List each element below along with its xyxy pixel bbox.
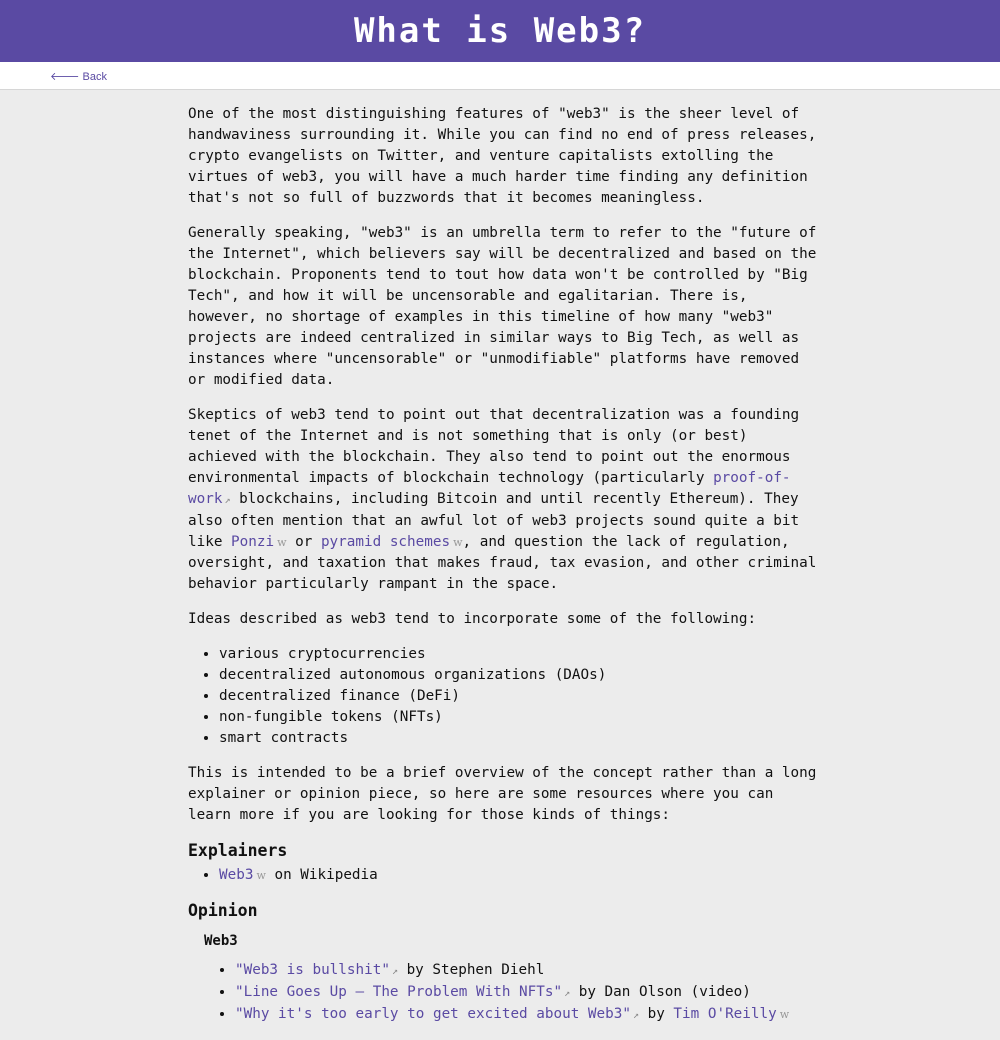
wikipedia-icon: w	[277, 536, 287, 549]
opinion-heading: Opinion	[188, 901, 258, 920]
list-item: • decentralized autonomous organizations (DAOs)	[219, 665, 818, 686]
tim-oreilly-link[interactable]: Tim O'Reilly	[673, 1006, 777, 1022]
text-segment: Skeptics of web3 tend to point out that decentralization was a founding tenet of the Internet and is not something that is only (or best) achieved with the blockchain. They also tend to point out the enormous environmental impacts of blockchain technology (particularly	[188, 407, 800, 486]
page-title: What is Web3?	[353, 11, 647, 51]
text-segment: by Dan Olson (video)	[570, 984, 751, 1000]
wikipedia-icon: w	[256, 869, 266, 882]
wikipedia-icon: w	[779, 1008, 790, 1021]
external-link-icon: ↗	[564, 988, 571, 999]
intro-paragraph-2: Generally speaking, "web3" is an umbrella term to refer to the "future of the Internet", which believers say will be decentralized and based on the blockchain. Proponents tend to tout how data won't be controlled by "Big Tech", and how it will be uncensorable and egalitarian. There is, however, no shortage of examples in this timeline of how many "web3" projects are indeed centralized in similar ways to Big Tech, as well as instances where "uncensorable" or "unmodifiable" platforms have removed or modified data.	[188, 225, 817, 388]
intro-paragraph-4: Ideas described as web3 tend to incorporate some of the following:	[188, 611, 757, 627]
web3-subheading: Web3	[204, 933, 238, 949]
text-segment: blockchains, including Bitcoin and until recently Ethereum). They also often mention that an awful lot of web3 projects sound quite a bit like	[188, 491, 800, 550]
external-link-icon: ↗	[224, 495, 231, 506]
text-segment: , and question the lack of regulation, oversight, and taxation that makes fraud, tax evasion, and other criminal behavior particularly rampant in the space.	[188, 534, 817, 592]
nav-bar	[0, 62, 1000, 90]
list-item: • decentralized finance (DeFi)	[219, 686, 818, 707]
text-segment: by	[638, 1006, 674, 1022]
list-item: • various cryptocurrencies	[219, 644, 818, 665]
list-item: • smart contracts	[219, 728, 818, 749]
list-item	[235, 982, 818, 1004]
proof-of-work-link[interactable]: proof-of-work	[188, 470, 791, 507]
opinion-list	[188, 960, 818, 1026]
intro-paragraph-5: This is intended to be a brief overview of the concept rather than a long explainer or opinion piece, so here are some resources where you can learn more if you are looking for those kinds of things:	[188, 765, 817, 823]
intro-paragraph-1: One of the most distinguishing features of "web3" is the sheer level of handwaviness surrounding it. While you can find no end of press releases, crypto evangelists on Twitter, and venture capitalists extolling the virtues of web3, you will have a much harder time finding any definition that's not so full of buzzwords that it becomes meaningless.	[188, 106, 817, 206]
text-segment: on Wikipedia	[265, 867, 378, 883]
list-item	[235, 1004, 818, 1026]
article-body	[188, 104, 818, 1040]
external-link-icon: ↗	[391, 966, 398, 977]
text-segment: by Stephen Diehl	[397, 962, 545, 978]
list-item	[219, 865, 818, 886]
pyramid-schemes-link[interactable]: pyramid schemes	[320, 534, 451, 550]
text-segment: or	[286, 534, 321, 550]
line-goes-up-link[interactable]: "Line Goes Up – The Problem With NFTs"	[235, 984, 563, 1000]
why-too-early-link[interactable]: "Why it's too early to get excited about Web3"	[235, 1006, 631, 1022]
web3-ideas-list	[188, 644, 818, 749]
page-header	[0, 0, 1000, 62]
wikipedia-icon: w	[453, 536, 463, 549]
intro-paragraph-3	[188, 405, 818, 595]
list-item	[235, 960, 818, 982]
back-link[interactable]: 🡐 Back	[50, 71, 108, 83]
explainers-heading: Explainers	[188, 841, 288, 860]
web3-wikipedia-link[interactable]: Web3	[219, 867, 254, 883]
web3-is-bullshit-link[interactable]: "Web3 is bullshit"	[235, 962, 390, 978]
list-item: • non-fungible tokens (NFTs)	[219, 707, 818, 728]
ponzi-link[interactable]: Ponzi	[231, 534, 275, 550]
external-link-icon: ↗	[632, 1010, 639, 1021]
explainers-list	[188, 865, 818, 886]
